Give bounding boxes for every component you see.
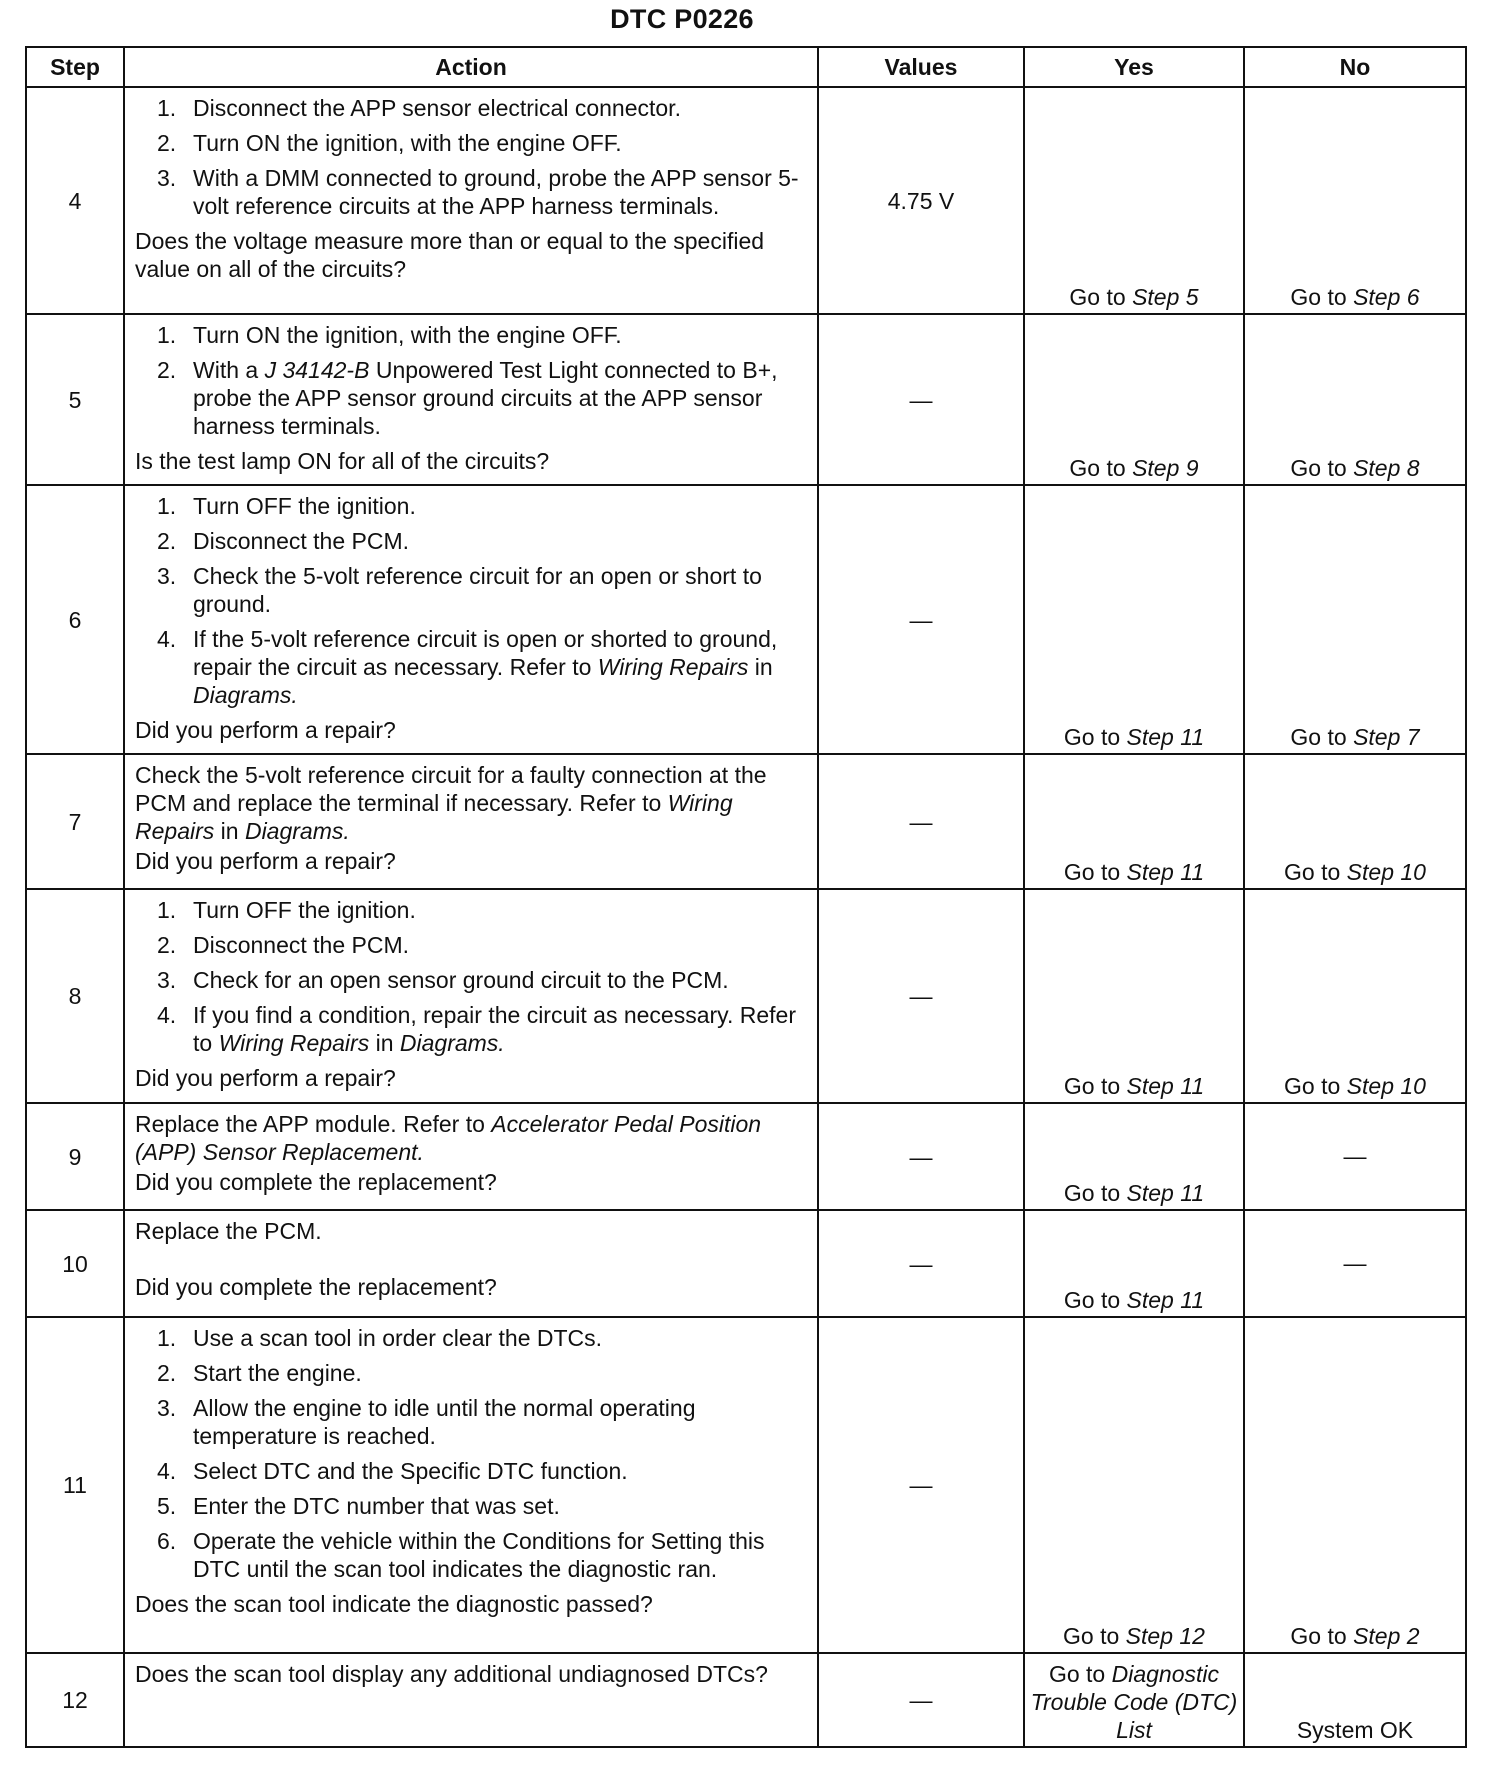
header-no: No <box>1244 47 1466 87</box>
values-cell: — <box>818 1103 1024 1210</box>
yes-text: Go to <box>1063 724 1127 750</box>
table-row <box>26 87 1466 314</box>
step-number: 5. <box>157 1493 177 1519</box>
step-number: 1. <box>157 1325 177 1351</box>
italic-ref: Accelerator Pedal Position (APP) Sensor Replacement. <box>135 1111 762 1165</box>
action-step <box>135 1001 809 1057</box>
table-row <box>26 1103 1466 1210</box>
action-cell <box>124 485 818 754</box>
action-cell <box>124 1103 818 1210</box>
step-cell: 9 <box>26 1103 124 1210</box>
action-step <box>135 321 809 349</box>
yes-cell <box>1024 754 1244 889</box>
text-run: in <box>214 818 245 844</box>
action-question: Is the test lamp ON for all of the circuits? <box>135 448 550 474</box>
step-number: 2. <box>157 357 177 383</box>
text-run: Does the scan tool display any additional undiagnosed DTCs? <box>135 1661 768 1687</box>
text-run: Check for an open sensor ground circuit to the PCM. <box>193 967 729 993</box>
no-text: — <box>1343 1249 1367 1276</box>
action-text <box>135 1217 809 1245</box>
yes-text: Go to <box>1063 1180 1127 1206</box>
action-step <box>135 527 809 555</box>
action-cell <box>124 754 818 889</box>
yes-cell <box>1024 889 1244 1103</box>
text-run: With a <box>193 357 265 383</box>
step-number: 6. <box>157 1528 177 1554</box>
values-cell: — <box>818 1317 1024 1653</box>
step-number: 1. <box>157 493 177 519</box>
text-run: Disconnect the PCM. <box>193 528 410 554</box>
no-cell <box>1244 754 1466 889</box>
text-run: Disconnect the PCM. <box>193 932 410 958</box>
action-step <box>135 1457 809 1485</box>
text-run: Turn OFF the ignition. <box>193 897 416 923</box>
yes-step-ref: Step 11 <box>1126 859 1205 885</box>
step-cell: 11 <box>26 1317 124 1653</box>
action-question: Does the voltage measure more than or equal to the specified value on all of the circuits? <box>135 228 765 282</box>
header-action: Action <box>124 47 818 87</box>
italic-ref: J 34142-B <box>264 357 370 383</box>
table-row <box>26 889 1466 1103</box>
page-title: DTC P0226 <box>610 4 754 34</box>
action-step <box>135 1394 809 1450</box>
text-run: If the 5-volt reference circuit is open or shorted to ground, repair the circuit as necessary. Refer to <box>193 626 778 680</box>
step-number: 3. <box>157 165 177 191</box>
action-question: Did you perform a repair? <box>135 717 396 743</box>
text-run: Check the 5-volt reference circuit for a faulty connection at the PCM and replace the terminal if necessary. Refer to <box>135 762 767 816</box>
step-number: 1. <box>157 322 177 348</box>
table-row <box>26 754 1466 889</box>
action-step <box>135 1324 809 1352</box>
no-text: Go to <box>1290 1623 1354 1649</box>
action-steps <box>135 1324 809 1583</box>
action-question: Did you perform a repair? <box>135 848 396 874</box>
yes-step-ref: Step 5 <box>1132 284 1199 310</box>
action-step <box>135 492 809 520</box>
italic-ref: Diagrams. <box>244 818 350 844</box>
action-text <box>135 1660 809 1688</box>
no-cell <box>1244 87 1466 314</box>
yes-step-ref: Step 11 <box>1126 1180 1205 1206</box>
action-step <box>135 1527 809 1583</box>
no-cell <box>1244 1317 1466 1653</box>
text-run: in <box>369 1030 400 1056</box>
no-text: — <box>1343 1142 1367 1169</box>
no-cell <box>1244 314 1466 485</box>
text-run: Unpowered Test Light connected to B+, probe the APP sensor ground circuits at the APP sensor harness terminals. <box>193 357 778 439</box>
text-run: Check the 5-volt reference circuit for an open or short to ground. <box>193 563 762 617</box>
action-question: Did you complete the replacement? <box>135 1169 497 1195</box>
text-run: in <box>748 654 773 680</box>
table-row <box>26 314 1466 485</box>
step-cell: 6 <box>26 485 124 754</box>
no-text: Go to <box>1290 724 1354 750</box>
text-run: Operate the vehicle within the Conditions for Setting this DTC until the scan tool indicates the diagnostic ran. <box>193 1528 765 1582</box>
diagnostic-table <box>25 46 1467 1748</box>
yes-cell <box>1024 1103 1244 1210</box>
action-step <box>135 562 809 618</box>
header-yes: Yes <box>1024 47 1244 87</box>
text-run: Replace the PCM. <box>135 1218 322 1244</box>
yes-step-ref: Step 11 <box>1126 1073 1205 1099</box>
action-cell <box>124 1317 818 1653</box>
step-number: 3. <box>157 563 177 589</box>
yes-cell <box>1024 1210 1244 1317</box>
action-cell <box>124 889 818 1103</box>
step-cell: 12 <box>26 1653 124 1747</box>
no-text: System OK <box>1296 1717 1414 1743</box>
no-text: Go to <box>1290 284 1354 310</box>
table-row <box>26 1317 1466 1653</box>
step-cell: 7 <box>26 754 124 889</box>
step-number: 4. <box>157 1002 177 1028</box>
action-step <box>135 1359 809 1387</box>
spacer <box>135 1245 809 1271</box>
step-number: 2. <box>157 932 177 958</box>
action-cell <box>124 314 818 485</box>
no-text: Go to <box>1284 859 1347 885</box>
text-run: Start the engine. <box>193 1360 362 1386</box>
yes-step-ref: Step 12 <box>1125 1623 1205 1649</box>
action-cell <box>124 87 818 314</box>
italic-ref: Wiring Repairs <box>218 1030 370 1056</box>
no-step-ref: Step 10 <box>1346 1073 1426 1099</box>
values-cell: 4.75 V <box>818 87 1024 314</box>
no-step-ref: Step 7 <box>1353 724 1420 750</box>
table-body <box>26 87 1466 1747</box>
yes-cell <box>1024 1653 1244 1747</box>
no-step-ref: Step 6 <box>1353 284 1420 310</box>
action-text <box>135 1110 809 1166</box>
action-question: Does the scan tool indicate the diagnostic passed? <box>135 1591 653 1617</box>
action-steps <box>135 94 809 220</box>
action-steps <box>135 492 809 709</box>
header-values: Values <box>818 47 1024 87</box>
action-step <box>135 356 809 440</box>
text-run: Turn ON the ignition, with the engine OFF. <box>193 322 622 348</box>
action-cell <box>124 1653 818 1747</box>
no-cell <box>1244 889 1466 1103</box>
no-cell <box>1244 1103 1466 1210</box>
values-cell: — <box>818 754 1024 889</box>
yes-text: Go to <box>1063 859 1127 885</box>
action-step <box>135 164 809 220</box>
yes-step-ref: Step 11 <box>1126 1287 1205 1313</box>
values-cell: — <box>818 1210 1024 1317</box>
action-text <box>135 761 809 845</box>
header-step: Step <box>26 47 124 87</box>
text-run: Turn OFF the ignition. <box>193 493 416 519</box>
no-cell <box>1244 1210 1466 1317</box>
step-number: 2. <box>157 1360 177 1386</box>
step-cell: 4 <box>26 87 124 314</box>
yes-step-ref: Step 11 <box>1126 724 1205 750</box>
no-cell <box>1244 485 1466 754</box>
italic-ref: Wiring Repairs <box>597 654 749 680</box>
step-number: 4. <box>157 626 177 652</box>
step-cell: 10 <box>26 1210 124 1317</box>
step-number: 4. <box>157 1458 177 1484</box>
yes-cell <box>1024 87 1244 314</box>
values-cell: — <box>818 485 1024 754</box>
action-question: Did you perform a repair? <box>135 1065 396 1091</box>
no-step-ref: Step 2 <box>1353 1623 1420 1649</box>
table-row <box>26 1210 1466 1317</box>
yes-text: Go to <box>1069 455 1133 481</box>
yes-text: Go to <box>1063 1287 1127 1313</box>
step-number: 2. <box>157 130 177 156</box>
italic-ref: Diagrams. <box>399 1030 505 1056</box>
text-run: Disconnect the APP sensor electrical connector. <box>193 95 681 121</box>
text-run: Use a scan tool in order clear the DTCs. <box>193 1325 603 1351</box>
table-row <box>26 1653 1466 1747</box>
step-number: 2. <box>157 528 177 554</box>
text-run: Replace the APP module. Refer to <box>135 1111 492 1137</box>
action-step <box>135 1492 809 1520</box>
text-run: With a DMM connected to ground, probe the APP sensor 5-volt reference circuits at the APP harness terminals. <box>193 165 799 219</box>
no-step-ref: Step 10 <box>1346 859 1426 885</box>
action-step <box>135 896 809 924</box>
action-step <box>135 94 809 122</box>
text-run: Enter the DTC number that was set. <box>193 1493 560 1519</box>
text-run: If you find a condition, repair the circuit as necessary. Refer to <box>193 1002 796 1056</box>
no-cell <box>1244 1653 1466 1747</box>
step-number: 3. <box>157 1395 177 1421</box>
step-number: 1. <box>157 95 177 121</box>
action-cell <box>124 1210 818 1317</box>
text-run: Allow the engine to idle until the normal operating temperature is reached. <box>193 1395 696 1449</box>
action-step <box>135 931 809 959</box>
action-question: Did you complete the replacement? <box>135 1274 497 1300</box>
yes-text: Go to <box>1048 1661 1112 1687</box>
text-run: Turn ON the ignition, with the engine OFF. <box>193 130 622 156</box>
yes-cell <box>1024 1317 1244 1653</box>
values-cell: — <box>818 314 1024 485</box>
italic-ref: Wiring Repairs <box>135 790 733 844</box>
table-row <box>26 485 1466 754</box>
yes-step-ref: Step 9 <box>1132 455 1199 481</box>
action-steps <box>135 896 809 1057</box>
action-step <box>135 966 809 994</box>
action-step <box>135 129 809 157</box>
no-step-ref: Step 8 <box>1353 455 1420 481</box>
values-cell: — <box>818 1653 1024 1747</box>
action-steps <box>135 321 809 440</box>
action-step <box>135 625 809 709</box>
step-number: 1. <box>157 897 177 923</box>
step-cell: 8 <box>26 889 124 1103</box>
italic-ref: Diagrams. <box>193 682 298 708</box>
text-run: Select DTC and the Specific DTC function. <box>193 1458 628 1484</box>
header-row <box>26 47 1466 87</box>
yes-cell <box>1024 314 1244 485</box>
step-cell: 5 <box>26 314 124 485</box>
values-cell: — <box>818 889 1024 1103</box>
no-text: Go to <box>1290 455 1354 481</box>
yes-text: Go to <box>1069 284 1133 310</box>
no-text: Go to <box>1284 1073 1347 1099</box>
yes-cell <box>1024 485 1244 754</box>
yes-step-ref: Diagnostic Trouble Code (DTC) List <box>1030 1661 1238 1743</box>
yes-text: Go to <box>1063 1623 1126 1649</box>
step-number: 3. <box>157 967 177 993</box>
yes-text: Go to <box>1063 1073 1127 1099</box>
